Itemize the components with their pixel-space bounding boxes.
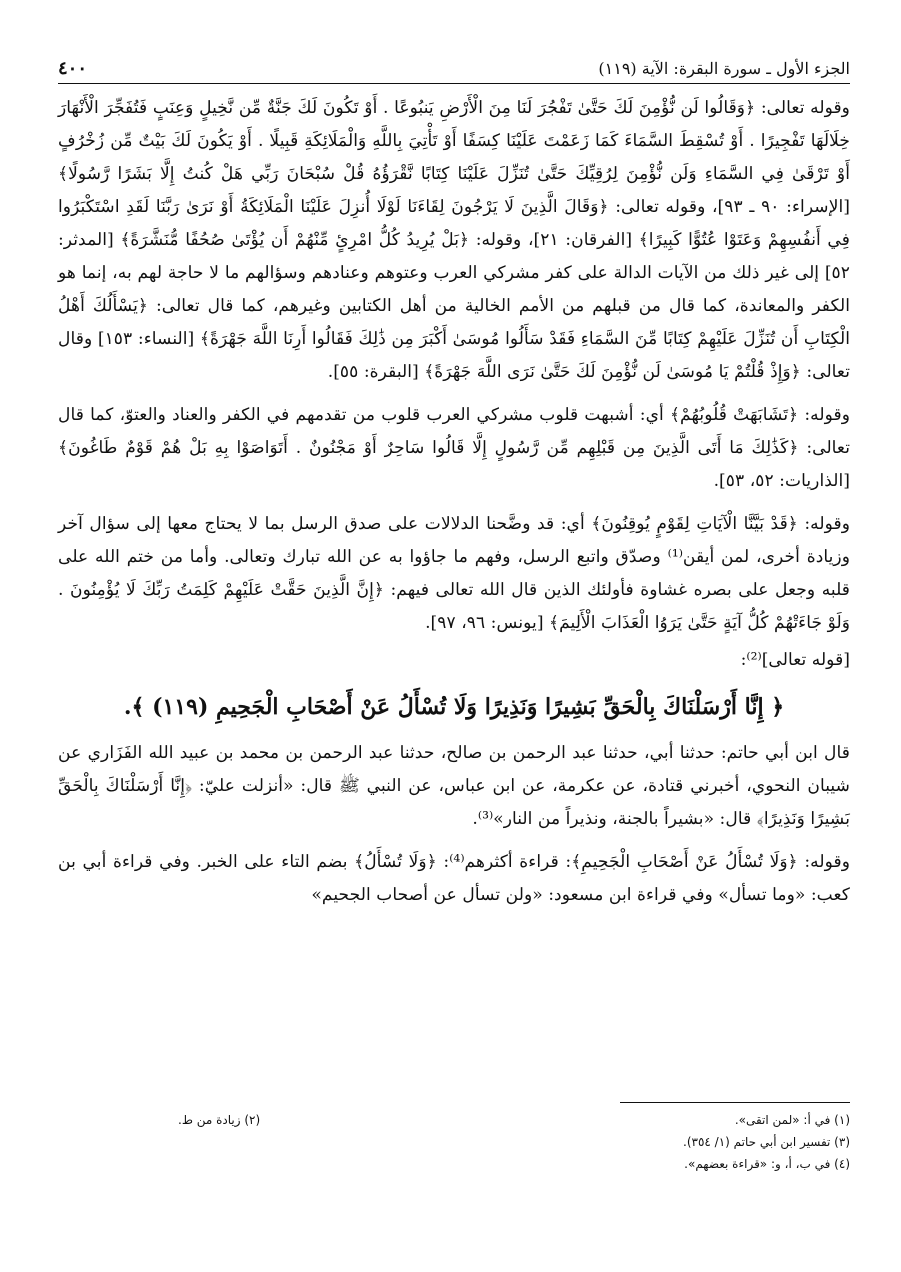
- footnote-2: (٢) زيادة من ط.: [178, 1113, 261, 1127]
- paragraph-2: وقوله: ﴿تَشَابَهَتْ قُلُوبُهُمْ﴾ أي: أشبهت قلوب مشركي العرب قلوب من تقدمهم في الكفر والعناد والعتوّ، كما قال تعالى: ﴿كَذَٰلِكَ مَا أَتَى الَّذِينَ مِن قَبْلِهِم مِّن رَّسُولٍ إِلَّا قَالُوا سَاحِرٌ أَوْ مَجْنُونٌ . أَتَوَاصَوْا بِهِ بَلْ هُمْ قَوْمٌ طَاغُونَ﴾ [الذاريات: ٥٢، ٥٣].: [58, 405, 850, 491]
- header-title: الجزء الأول ـ سورة البقرة: الآية (١١٩): [598, 59, 850, 78]
- paragraph-1: وقوله تعالى: ﴿وَقَالُوا لَن نُّؤْمِنَ لَكَ حَتَّىٰ تَفْجُرَ لَنَا مِنَ الْأَرْضِ يَنبُوعًا . أَوْ تَكُونَ لَكَ جَنَّةٌ مِّن نَّخِيلٍ وَعِنَبٍ فَتُفَجِّرَ الْأَنْهَارَ خِلَالَهَا تَفْجِيرًا . أَوْ تُسْقِطَ السَّمَاءَ كَمَا زَعَمْتَ عَلَيْنَا كِسَفًا أَوْ تَأْتِيَ بِاللَّهِ وَالْمَلَائِكَةِ قَبِيلًا . أَوْ يَكُونَ لَكَ بَيْتٌ مِّن زُخْرُفٍ أَوْ تَرْقَىٰ فِي السَّمَاءِ وَلَن نُّؤْمِنَ لِرُقِيِّكَ حَتَّىٰ تُنَزِّلَ عَلَيْنَا كِتَابًا نَّقْرَؤُهُ قُلْ سُبْحَانَ رَبِّي هَلْ كُنتُ إِلَّا بَشَرًا رَّسُولًا﴾ [الإسراء: ٩٠ ـ ٩٣]، وقوله تعالى: ﴿وَقَالَ الَّذِينَ لَا يَرْجُونَ لِقَاءَنَا لَوْلَا أُنزِلَ عَلَيْنَا الْمَلَائِكَةُ أَوْ نَرَىٰ رَبَّنَا لَقَدِ اسْتَكْبَرُوا فِي أَنفُسِهِمْ وَعَتَوْا عُتُوًّا كَبِيرًا﴾ [الفرقان: ٢١]، وقوله: ﴿بَلْ يُرِيدُ كُلُّ امْرِئٍ مِّنْهُمْ أَن يُؤْتَىٰ صُحُفًا مُّنَشَّرَةً﴾ [المدثر: ٥٢] إلى غير ذلك من الآيات الدالة على كفر مشركي العرب وعتوهم وعنادهم وسؤالهم ما لا حاجة لهم به، إنما هو الكفر والمعاندة، كما قال من قبلهم من الأمم الخالية من أهل الكتابين وغيرهم، كما قال تعالى: ﴿يَسْأَلُكَ أَهْلُ الْكِتَابِ أَن تُنَزِّلَ عَلَيْهِمْ كِتَابًا مِّنَ السَّمَاءِ فَقَدْ سَأَلُوا مُوسَىٰ أَكْبَرَ مِن ذَٰلِكَ فَقَالُوا أَرِنَا اللَّهَ جَهْرَةً﴾ [النساء: ١٥٣] وقال تعالى: ﴿وَإِذْ قُلْتُمْ يَا مُوسَىٰ لَن نُّؤْمِنَ لَكَ حَتَّىٰ نَرَى اللَّهَ جَهْرَةً﴾ [البقرة: ٥٥].: [58, 98, 850, 382]
- page: [58, 58, 850, 922]
- footnote-1: (١) في أ: «لمن اتقى».: [734, 1113, 850, 1127]
- paragraph-3: وقوله: ﴿قَدْ بَيَّنَّا الْآيَاتِ لِقَوْمٍ يُوقِنُونَ﴾ أي: قد وضَّحنا الدلالات على صدق الرسل بما لا يحتاج معها إلى سؤال آخر وزيادة أخرى، لمن أيقن⁽¹⁾ وصدّق واتبع الرسل، وفهم ما جاؤوا به عن الله تبارك وتعالى. وأما من ختم الله على قلبه وجعل على بصره غشاوة فأولئك الذين قال الله تعالى فيهم: ﴿إِنَّ الَّذِينَ حَقَّتْ عَلَيْهِمْ كَلِمَتُ رَبِّكَ لَا يُؤْمِنُونَ . وَلَوْ جَاءَتْهُمْ كُلُّ آيَةٍ حَتَّىٰ يَرَوُا الْعَذَابَ الْأَلِيمَ﴾ [يونس: ٩٦، ٩٧].: [58, 514, 850, 633]
- footnotes: [58, 1102, 850, 1175]
- running-header: [58, 58, 850, 84]
- paragraph-5: وقوله: ﴿وَلَا تُسْأَلُ عَنْ أَصْحَابِ الْجَحِيمِ﴾: قراءة أكثرهم⁽⁴⁾: ﴿وَلَا تُسْأَلُ﴾ بضم التاء على الخبر. وفي قراءة أبي بن كعب: «وما تسأل» وفي قراءة ابن مسعود: «ولن تسأل عن أصحاب الجحيم»: [58, 852, 850, 905]
- body-text: [58, 92, 850, 912]
- paragraph-4: قال ابن أبي حاتم: حدثنا أبي، حدثنا عبد الرحمن بن صالح، حدثنا عبد الرحمن بن محمد بن عبيد الله الفَزَاري عن شيبان النحوي، أخبرني قتادة، عن عكرمة، عن ابن عباس، عن النبي ﷺ قال: «أنزلت عليّ: ﴿إِنَّا أَرْسَلْنَاكَ بِالْحَقِّ بَشِيرًا وَنَذِيرًا﴾ قال: «بشيراً بالجنة، ونذيراً من النار»⁽³⁾.: [58, 743, 850, 829]
- footnote-row-1: [58, 1109, 850, 1131]
- footnote-rule: [620, 1102, 850, 1103]
- footnote-4: (٤) في ب، أ، و: «قراءة بعضهم».: [684, 1157, 850, 1171]
- page-number: ٤٠٠: [58, 58, 88, 79]
- verse-heading: ﴿ إِنَّا أَرْسَلْنَاكَ بِالْحَقِّ بَشِيرًا وَنَذِيرًا وَلَا تُسْأَلُ عَنْ أَصْحَابِ الْجَحِيمِ (١١٩) ﴾.: [123, 694, 785, 720]
- footnote-3: (٣) تفسير ابن أبي حاتم (١/ ٣٥٤).: [683, 1135, 850, 1149]
- section-label: [قوله تعالى]⁽²⁾:: [740, 650, 850, 670]
